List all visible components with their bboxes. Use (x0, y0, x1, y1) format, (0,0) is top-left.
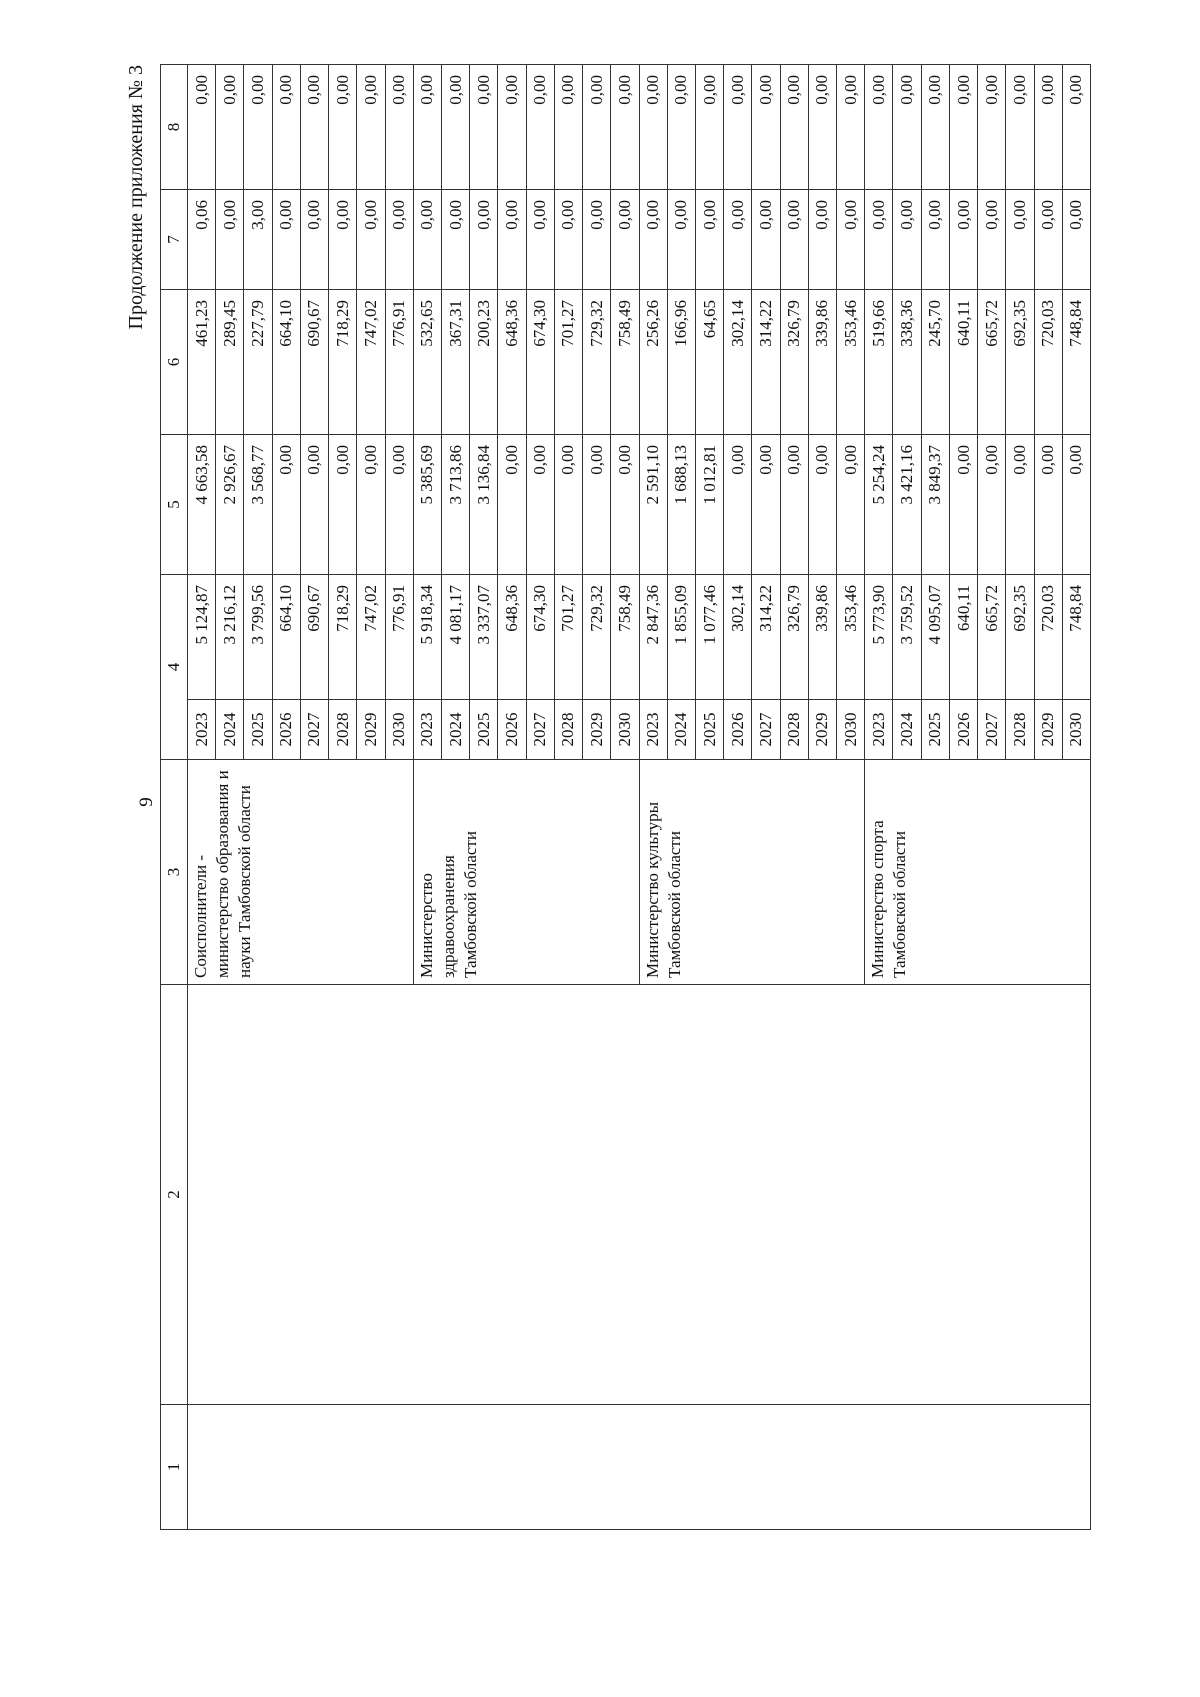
column-header: 8 (161, 65, 188, 190)
column-number-row (161, 65, 188, 1530)
total-cell: 353,46 (837, 575, 865, 700)
other-cell: 0,00 (780, 65, 808, 190)
total-cell: 5 124,87 (188, 575, 216, 700)
local-cell: 0,00 (724, 190, 752, 290)
local-cell: 0,00 (893, 190, 921, 290)
federal-cell: 1 012,81 (695, 435, 723, 575)
total-cell: 302,14 (724, 575, 752, 700)
local-cell: 0,00 (978, 190, 1006, 290)
col-2-cell (188, 985, 1091, 1405)
regional-cell: 367,31 (441, 290, 469, 435)
total-cell: 747,02 (357, 575, 385, 700)
federal-cell: 0,00 (300, 435, 328, 575)
local-cell: 0,00 (385, 190, 413, 290)
federal-cell: 2 591,10 (639, 435, 667, 575)
appendix-caption: Продолжение приложения № 3 (125, 65, 147, 330)
rotated-page-content (120, 65, 1100, 1565)
regional-cell: 690,67 (300, 290, 328, 435)
local-cell: 0,00 (554, 190, 582, 290)
other-cell: 0,00 (837, 65, 865, 190)
federal-cell: 3 136,84 (470, 435, 498, 575)
other-cell: 0,00 (1006, 65, 1034, 190)
regional-cell: 245,70 (921, 290, 949, 435)
year-cell: 2023 (639, 700, 667, 760)
other-cell: 0,00 (216, 65, 244, 190)
year-cell: 2025 (244, 700, 272, 760)
other-cell: 0,00 (300, 65, 328, 190)
total-cell: 314,22 (752, 575, 780, 700)
year-cell: 2028 (780, 700, 808, 760)
year-cell: 2023 (413, 700, 441, 760)
total-cell: 1 855,09 (667, 575, 695, 700)
other-cell: 0,00 (639, 65, 667, 190)
other-cell: 0,00 (413, 65, 441, 190)
regional-cell: 338,36 (893, 290, 921, 435)
federal-cell: 3 568,77 (244, 435, 272, 575)
total-cell: 729,32 (583, 575, 611, 700)
federal-cell: 0,00 (1062, 435, 1090, 575)
column-header: 3 (161, 760, 188, 985)
regional-cell: 353,46 (837, 290, 865, 435)
federal-cell: 3 849,37 (921, 435, 949, 575)
other-cell: 0,00 (554, 65, 582, 190)
federal-cell: 0,00 (329, 435, 357, 575)
year-cell: 2027 (752, 700, 780, 760)
total-cell: 720,03 (1034, 575, 1062, 700)
col-1-cell (188, 1405, 1091, 1530)
federal-cell: 0,00 (554, 435, 582, 575)
other-cell: 0,00 (808, 65, 836, 190)
total-cell: 1 077,46 (695, 575, 723, 700)
other-cell: 0,00 (244, 65, 272, 190)
year-cell: 2028 (554, 700, 582, 760)
total-cell: 664,10 (272, 575, 300, 700)
year-cell: 2030 (611, 700, 639, 760)
local-cell: 0,00 (780, 190, 808, 290)
other-cell: 0,00 (752, 65, 780, 190)
regional-cell: 200,23 (470, 290, 498, 435)
federal-cell: 3 713,86 (441, 435, 469, 575)
other-cell: 0,00 (357, 65, 385, 190)
executor-name: Министерство здравоохранения Тамбовской области (413, 760, 639, 985)
year-cell: 2029 (357, 700, 385, 760)
total-cell: 4 081,17 (441, 575, 469, 700)
federal-cell: 0,00 (752, 435, 780, 575)
regional-cell: 758,49 (611, 290, 639, 435)
local-cell: 0,00 (1034, 190, 1062, 290)
total-cell: 748,84 (1062, 575, 1090, 700)
other-cell: 0,00 (526, 65, 554, 190)
total-cell: 758,49 (611, 575, 639, 700)
total-cell: 3 759,52 (893, 575, 921, 700)
total-cell: 690,67 (300, 575, 328, 700)
regional-cell: 720,03 (1034, 290, 1062, 435)
regional-cell: 748,84 (1062, 290, 1090, 435)
column-header: 1 (161, 1405, 188, 1530)
total-cell: 776,91 (385, 575, 413, 700)
year-cell: 2026 (498, 700, 526, 760)
local-cell: 0,06 (188, 190, 216, 290)
local-cell: 0,00 (357, 190, 385, 290)
total-cell: 339,86 (808, 575, 836, 700)
regional-cell: 326,79 (780, 290, 808, 435)
federal-cell: 1 688,13 (667, 435, 695, 575)
year-cell: 2028 (329, 700, 357, 760)
other-cell: 0,00 (441, 65, 469, 190)
regional-cell: 519,66 (865, 290, 893, 435)
year-cell: 2029 (1034, 700, 1062, 760)
federal-cell: 0,00 (978, 435, 1006, 575)
regional-cell: 701,27 (554, 290, 582, 435)
other-cell: 0,00 (583, 65, 611, 190)
table-row (188, 65, 216, 1530)
local-cell: 0,00 (837, 190, 865, 290)
total-cell: 5 773,90 (865, 575, 893, 700)
other-cell: 0,00 (949, 65, 977, 190)
other-cell: 0,00 (272, 65, 300, 190)
year-cell: 2029 (583, 700, 611, 760)
other-cell: 0,00 (498, 65, 526, 190)
federal-cell: 3 421,16 (893, 435, 921, 575)
budget-table (160, 64, 1091, 1530)
year-cell: 2029 (808, 700, 836, 760)
local-cell: 0,00 (526, 190, 554, 290)
year-cell: 2030 (385, 700, 413, 760)
column-header: 4 (161, 575, 188, 760)
local-cell: 0,00 (921, 190, 949, 290)
local-cell: 3,00 (244, 190, 272, 290)
federal-cell: 0,00 (1034, 435, 1062, 575)
local-cell: 0,00 (470, 190, 498, 290)
total-cell: 692,35 (1006, 575, 1034, 700)
federal-cell: 4 663,58 (188, 435, 216, 575)
other-cell: 0,00 (865, 65, 893, 190)
total-cell: 3 337,07 (470, 575, 498, 700)
year-cell: 2024 (667, 700, 695, 760)
year-cell: 2025 (470, 700, 498, 760)
table-body (188, 65, 1091, 1530)
regional-cell: 289,45 (216, 290, 244, 435)
federal-cell: 0,00 (780, 435, 808, 575)
federal-cell: 0,00 (837, 435, 865, 575)
regional-cell: 692,35 (1006, 290, 1034, 435)
total-cell: 718,29 (329, 575, 357, 700)
local-cell: 0,00 (329, 190, 357, 290)
total-cell: 674,30 (526, 575, 554, 700)
year-cell: 2024 (893, 700, 921, 760)
total-cell: 2 847,36 (639, 575, 667, 700)
year-cell: 2024 (216, 700, 244, 760)
federal-cell: 0,00 (272, 435, 300, 575)
regional-cell: 227,79 (244, 290, 272, 435)
local-cell: 0,00 (413, 190, 441, 290)
year-cell: 2025 (921, 700, 949, 760)
federal-cell: 0,00 (583, 435, 611, 575)
total-cell: 4 095,07 (921, 575, 949, 700)
total-cell: 665,72 (978, 575, 1006, 700)
regional-cell: 665,72 (978, 290, 1006, 435)
federal-cell: 2 926,67 (216, 435, 244, 575)
other-cell: 0,00 (667, 65, 695, 190)
local-cell: 0,00 (667, 190, 695, 290)
year-cell: 2026 (724, 700, 752, 760)
other-cell: 0,00 (695, 65, 723, 190)
local-cell: 0,00 (583, 190, 611, 290)
regional-cell: 532,65 (413, 290, 441, 435)
other-cell: 0,00 (1034, 65, 1062, 190)
local-cell: 0,00 (498, 190, 526, 290)
year-cell: 2027 (300, 700, 328, 760)
year-cell: 2023 (188, 700, 216, 760)
federal-cell: 5 385,69 (413, 435, 441, 575)
regional-cell: 314,22 (752, 290, 780, 435)
local-cell: 0,00 (639, 190, 667, 290)
local-cell: 0,00 (300, 190, 328, 290)
local-cell: 0,00 (216, 190, 244, 290)
year-cell: 2027 (526, 700, 554, 760)
other-cell: 0,00 (611, 65, 639, 190)
regional-cell: 729,32 (583, 290, 611, 435)
executor-name: Министерство культуры Тамбовской области (639, 760, 865, 985)
year-cell: 2030 (1062, 700, 1090, 760)
column-header: 7 (161, 190, 188, 290)
federal-cell: 0,00 (357, 435, 385, 575)
federal-cell: 0,00 (611, 435, 639, 575)
federal-cell: 0,00 (526, 435, 554, 575)
regional-cell: 256,26 (639, 290, 667, 435)
federal-cell: 0,00 (808, 435, 836, 575)
other-cell: 0,00 (893, 65, 921, 190)
local-cell: 0,00 (611, 190, 639, 290)
local-cell: 0,00 (441, 190, 469, 290)
column-header: 5 (161, 435, 188, 575)
regional-cell: 339,86 (808, 290, 836, 435)
year-cell: 2024 (441, 700, 469, 760)
column-header: 2 (161, 985, 188, 1405)
other-cell: 0,00 (470, 65, 498, 190)
federal-cell: 0,00 (385, 435, 413, 575)
regional-cell: 674,30 (526, 290, 554, 435)
other-cell: 0,00 (385, 65, 413, 190)
total-cell: 3 799,56 (244, 575, 272, 700)
total-cell: 701,27 (554, 575, 582, 700)
year-cell: 2026 (949, 700, 977, 760)
year-cell: 2028 (1006, 700, 1034, 760)
local-cell: 0,00 (808, 190, 836, 290)
regional-cell: 640,11 (949, 290, 977, 435)
year-cell: 2027 (978, 700, 1006, 760)
total-cell: 5 918,34 (413, 575, 441, 700)
local-cell: 0,00 (752, 190, 780, 290)
local-cell: 0,00 (695, 190, 723, 290)
regional-cell: 461,23 (188, 290, 216, 435)
local-cell: 0,00 (865, 190, 893, 290)
total-cell: 3 216,12 (216, 575, 244, 700)
other-cell: 0,00 (724, 65, 752, 190)
year-cell: 2030 (837, 700, 865, 760)
federal-cell: 0,00 (949, 435, 977, 575)
page-number: 9 (136, 797, 157, 807)
local-cell: 0,00 (949, 190, 977, 290)
regional-cell: 664,10 (272, 290, 300, 435)
year-cell: 2025 (695, 700, 723, 760)
regional-cell: 747,02 (357, 290, 385, 435)
local-cell: 0,00 (1006, 190, 1034, 290)
total-cell: 326,79 (780, 575, 808, 700)
total-cell: 648,36 (498, 575, 526, 700)
other-cell: 0,00 (921, 65, 949, 190)
regional-cell: 648,36 (498, 290, 526, 435)
regional-cell: 64,65 (695, 290, 723, 435)
regional-cell: 302,14 (724, 290, 752, 435)
total-cell: 640,11 (949, 575, 977, 700)
executor-name: Соисполнители - министерство образования и науки Тамбовской области (188, 760, 414, 985)
other-cell: 0,00 (329, 65, 357, 190)
other-cell: 0,00 (1062, 65, 1090, 190)
federal-cell: 5 254,24 (865, 435, 893, 575)
executor-name: Министерство спорта Тамбовской области (865, 760, 1091, 985)
other-cell: 0,00 (188, 65, 216, 190)
local-cell: 0,00 (272, 190, 300, 290)
regional-cell: 718,29 (329, 290, 357, 435)
regional-cell: 776,91 (385, 290, 413, 435)
federal-cell: 0,00 (498, 435, 526, 575)
regional-cell: 166,96 (667, 290, 695, 435)
column-header: 6 (161, 290, 188, 435)
year-cell: 2026 (272, 700, 300, 760)
year-cell: 2023 (865, 700, 893, 760)
federal-cell: 0,00 (724, 435, 752, 575)
federal-cell: 0,00 (1006, 435, 1034, 575)
local-cell: 0,00 (1062, 190, 1090, 290)
other-cell: 0,00 (978, 65, 1006, 190)
